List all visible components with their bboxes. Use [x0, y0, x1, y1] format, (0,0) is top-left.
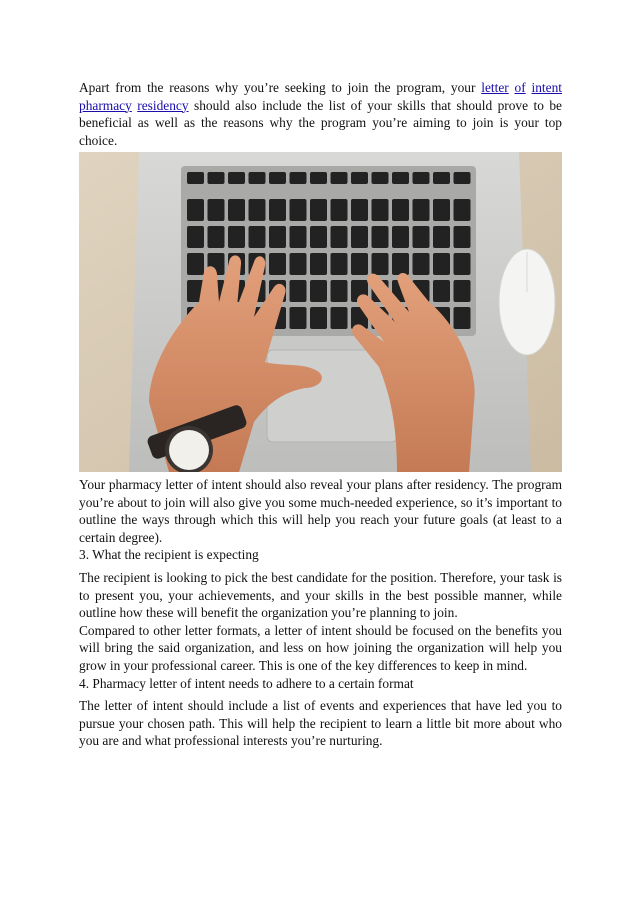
keyboard-key [310, 172, 327, 184]
keyboard-key [454, 199, 471, 221]
keyboard-key [413, 172, 430, 184]
keyboard-key [413, 199, 430, 221]
keyboard-key [331, 307, 348, 329]
link-intent[interactable]: intent [531, 80, 562, 95]
keyboard-key [413, 253, 430, 275]
keyboard-key [392, 172, 409, 184]
paragraph-events: The letter of intent should include a list of events and experiences that have led you to pursue your chosen path. This will help the recipient to learn a little bit more about who you are and what professional interests you’re nurturing. [79, 698, 562, 749]
intro-paragraph [79, 79, 562, 149]
keyboard-key [249, 172, 266, 184]
laptop-typing-photo [79, 152, 562, 472]
keyboard-key [433, 199, 450, 221]
keyboard-key [187, 253, 204, 275]
keyboard-key [290, 307, 307, 329]
keyboard-key [351, 172, 368, 184]
keyboard-key [331, 280, 348, 302]
keyboard-key [372, 199, 389, 221]
link-letter[interactable]: letter [481, 80, 509, 95]
keyboard-key [228, 199, 245, 221]
keyboard-key [433, 226, 450, 248]
keyboard-key [269, 172, 286, 184]
keyboard-key [433, 280, 450, 302]
keyboard-key [310, 307, 327, 329]
keyboard-key [331, 199, 348, 221]
keyboard-key [372, 172, 389, 184]
link-residency[interactable]: residency [137, 97, 189, 113]
heading-recipient-expecting: 3. What the recipient is expecting [79, 547, 259, 563]
keyboard-key [269, 199, 286, 221]
keyboard-key [208, 199, 225, 221]
keyboard-key [351, 199, 368, 221]
keyboard-key [269, 253, 286, 275]
intro-text-end: should also include the list of your skills that should prove to be beneficial as well as the reasons why the program you’re aiming to join is your top choice. [79, 97, 562, 148]
keyboard-key [208, 226, 225, 248]
keyboard-key [392, 226, 409, 248]
keyboard-key [331, 226, 348, 248]
paragraph-plans: Your pharmacy letter of intent should also reveal your plans after residency. The program you’re about to join will also give you some much-needed experience, so it’s important to outline the ways through which this will help you reach your future goals (at least to a certain degree). [79, 477, 562, 545]
keyboard-key [392, 199, 409, 221]
intro-text-start: Apart from the reasons why you’re seeking to join the program, your [79, 80, 482, 95]
keyboard-key [310, 280, 327, 302]
keyboard-key [290, 199, 307, 221]
keyboard-key [249, 199, 266, 221]
keyboard-key [187, 199, 204, 221]
keyboard-key [331, 172, 348, 184]
keyboard-key [351, 226, 368, 248]
keyboard-key [351, 253, 368, 275]
link-of[interactable]: of [514, 80, 526, 95]
heading-format: 4. Pharmacy letter of intent needs to adhere to a certain format [79, 675, 414, 691]
keyboard-key [290, 172, 307, 184]
keyboard-key [290, 253, 307, 275]
keyboard-key [454, 226, 471, 248]
keyboard-key [454, 280, 471, 302]
keyboard-key [454, 307, 471, 329]
keyboard-key [228, 172, 245, 184]
keyboard-key [433, 253, 450, 275]
paragraph-recipient: The recipient is looking to pick the best candidate for the position. Therefore, your task is to present you, your achievements, and your skills in the best possible manner, while outline how these will benefit the organization you’re planning to join. [79, 569, 562, 621]
keyboard-key [290, 226, 307, 248]
keyboard-key [372, 253, 389, 275]
keyboard-key [454, 172, 471, 184]
keyboard-key [310, 253, 327, 275]
keyboard-key [392, 253, 409, 275]
keyboard-key [187, 172, 204, 184]
keyboard-key [433, 172, 450, 184]
keyboard-key [269, 226, 286, 248]
link-pharmacy[interactable]: pharmacy [79, 97, 132, 113]
body-text [79, 476, 562, 750]
keyboard-key [372, 226, 389, 248]
paragraph-compared: Compared to other letter formats, a letter of intent should be focused on the benefits you will bring the said organization, and less on how joining the organization will help you grow in your professional career. This is one of the key differences to keep in mind. [79, 622, 562, 673]
keyboard-key [413, 226, 430, 248]
keyboard-key [331, 253, 348, 275]
keyboard-key [310, 199, 327, 221]
keyboard-key [454, 253, 471, 275]
keyboard-key [290, 280, 307, 302]
keyboard-key [208, 172, 225, 184]
keyboard-key [310, 226, 327, 248]
keyboard-key [187, 226, 204, 248]
keyboard-key [249, 226, 266, 248]
keyboard-key [228, 226, 245, 248]
